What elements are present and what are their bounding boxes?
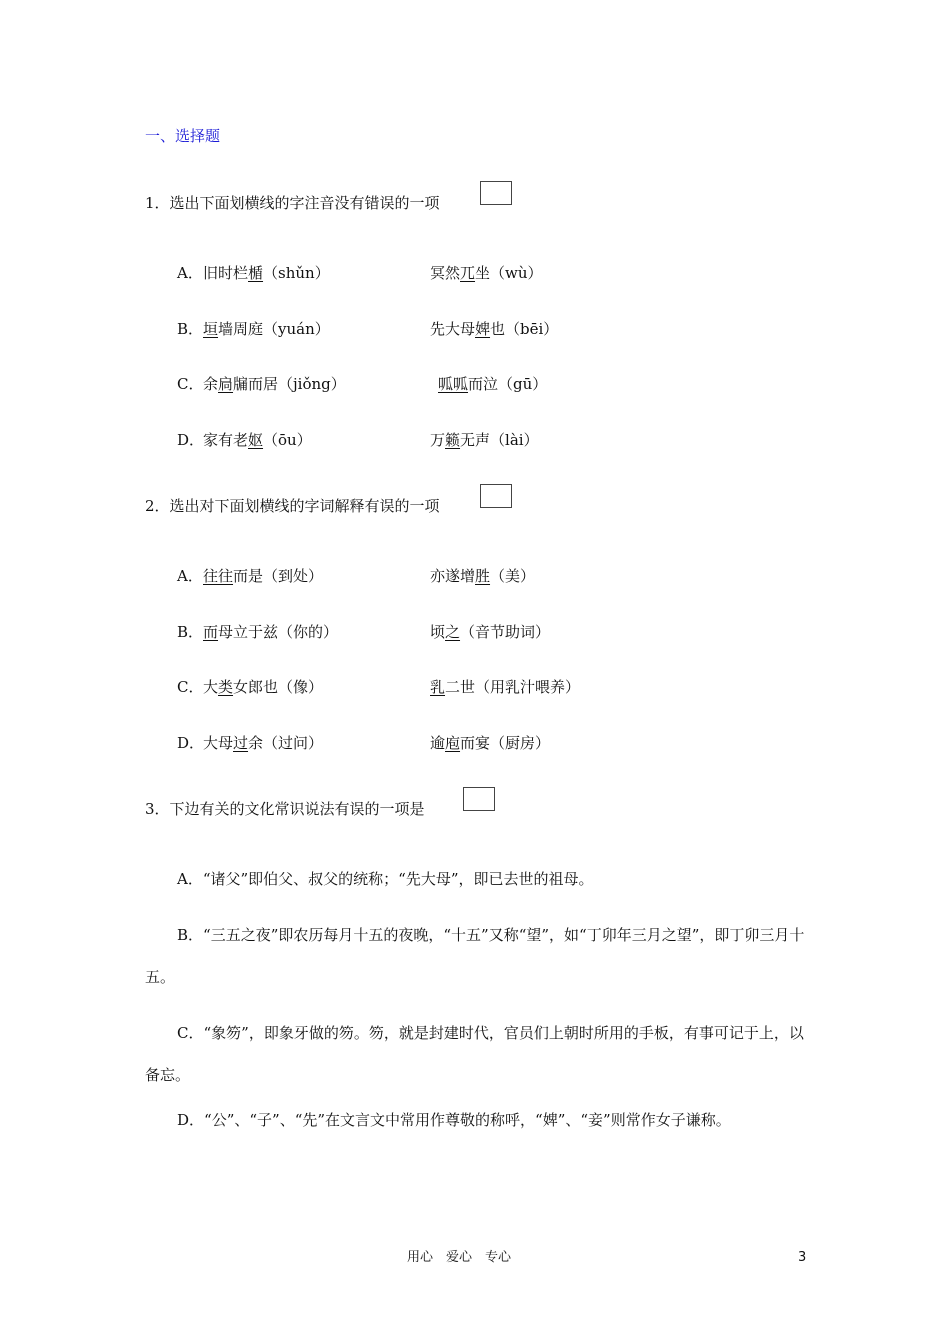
phrase-text: 二世（用乳汁喂养） [445, 678, 581, 696]
phrase-text: 顷 [430, 622, 446, 641]
underlined-char: 胜 [475, 567, 491, 585]
underlined-char: 妪 [248, 430, 264, 449]
option-letter: B． [177, 926, 204, 944]
option-letter: A． [177, 264, 203, 282]
option-letter: C． [177, 1024, 204, 1042]
underlined-char: 乳 [430, 678, 446, 696]
question-3-answer-box[interactable] [463, 787, 495, 811]
question-3-stem: 3．下边有关的文化常识说法有误的一项是 [145, 800, 425, 818]
underlined-char: 扃 [218, 375, 234, 393]
option-left-phrase [203, 566, 323, 586]
underlined-char: 庖 [445, 733, 461, 752]
option-right-phrase [430, 566, 535, 586]
underlined-char: 籁 [445, 430, 461, 449]
phrase-text: 旧时栏 [203, 264, 249, 282]
underlined-char: 过 [233, 733, 249, 752]
option-letter: D． [177, 430, 205, 449]
question-2-stem: 2．选出对下面划横线的字词解释有误的一项 [145, 497, 440, 515]
option-letter: C． [177, 678, 204, 696]
question-3-option-a [145, 858, 815, 900]
question-1-stem: 1．选出下面划横线的字注音没有错误的一项 [145, 194, 440, 212]
phrase-text: 余（过问） [248, 733, 324, 752]
underlined-char: 往往 [203, 567, 234, 585]
phrase-text: 坐（wù） [475, 264, 543, 282]
question-3-option-c [145, 1012, 815, 1096]
option-left-phrase [203, 319, 330, 339]
option-right-phrase [430, 263, 543, 283]
option-text: “三五之夜”即农历每月十五的夜晚，“十五”又称“望”，如“丁卯年三月之望”，即丁卯三月十五。 [145, 926, 805, 986]
phrase-text: （音节助词） [460, 622, 551, 641]
option-left-phrase [203, 430, 312, 450]
underlined-char: 垣 [203, 319, 219, 338]
option-left-phrase [203, 622, 338, 642]
phrase-text: 先大母 [430, 319, 476, 338]
underlined-char: 之 [445, 622, 461, 641]
option-right-phrase [430, 430, 539, 450]
option-letter: C． [177, 375, 204, 393]
option-letter: B． [177, 622, 204, 641]
option-left-phrase [203, 263, 330, 283]
phrase-text: 而是（到处） [233, 567, 324, 585]
question-3-option-d [145, 1099, 815, 1141]
phrase-text: 冥然 [430, 264, 461, 282]
underlined-char: 类 [218, 678, 234, 696]
phrase-text: 大 [203, 678, 219, 696]
question-3-option-b [145, 914, 815, 998]
phrase-text: （shǔn） [263, 264, 330, 282]
option-text: “象笏”，即象牙做的笏。笏，就是封建时代，官员们上朝时所用的手板，有事可记于上，以备忘。 [145, 1024, 804, 1084]
option-left-phrase [203, 677, 323, 697]
underlined-char: 呱呱 [438, 375, 469, 393]
option-letter: D． [177, 1111, 205, 1129]
section-title: 一、选择题 [145, 127, 221, 145]
phrase-text: （ōu） [263, 430, 312, 449]
option-right-phrase [430, 319, 558, 339]
option-letter: A． [177, 567, 203, 585]
option-text: “诸父”即伯父、叔父的统称；“先大母”，即已去世的祖母。 [202, 870, 594, 888]
option-text: “公”、“子”、“先”在文言文中常用作尊敬的称呼，“婢”、“妾”则常作女子谦称。 [204, 1111, 731, 1129]
phrase-text: 余 [203, 375, 219, 393]
phrase-text: 万 [430, 430, 446, 449]
phrase-text: 家有老 [203, 430, 249, 449]
question-1-answer-box[interactable] [480, 181, 512, 205]
phrase-text: 也（bēi） [490, 319, 559, 338]
phrase-text: 而泣（gū） [468, 375, 548, 393]
phrase-text: 亦遂增 [430, 567, 476, 585]
phrase-text: 而宴（厨房） [460, 733, 551, 752]
footer-motto: 用心 爱心 专心 [407, 1250, 512, 1265]
option-letter: D． [177, 733, 205, 752]
phrase-text: 逾 [430, 733, 446, 752]
option-left-phrase [203, 374, 346, 394]
option-letter: B． [177, 319, 204, 338]
option-right-phrase [430, 677, 580, 697]
page-number: 3 [798, 1250, 807, 1265]
option-right-phrase [438, 374, 547, 394]
phrase-text: 母立于兹（你的） [218, 622, 339, 641]
option-letter: A． [177, 870, 203, 888]
phrase-text: 女郎也（像） [233, 678, 324, 696]
option-right-phrase [430, 622, 550, 642]
option-left-phrase [203, 733, 323, 753]
phrase-text: 墙周庭（yuán） [218, 319, 330, 338]
option-right-phrase [430, 733, 550, 753]
underlined-char: 兀 [460, 264, 476, 282]
underlined-char: 婢 [475, 319, 491, 338]
phrase-text: 大母 [203, 733, 234, 752]
phrase-text: （美） [490, 567, 536, 585]
phrase-text: 无声（lài） [460, 430, 539, 449]
underlined-char: 而 [203, 622, 219, 641]
question-2-answer-box[interactable] [480, 484, 512, 508]
phrase-text: 牖而居（jiǒng） [233, 375, 346, 393]
underlined-char: 楯 [248, 264, 264, 282]
